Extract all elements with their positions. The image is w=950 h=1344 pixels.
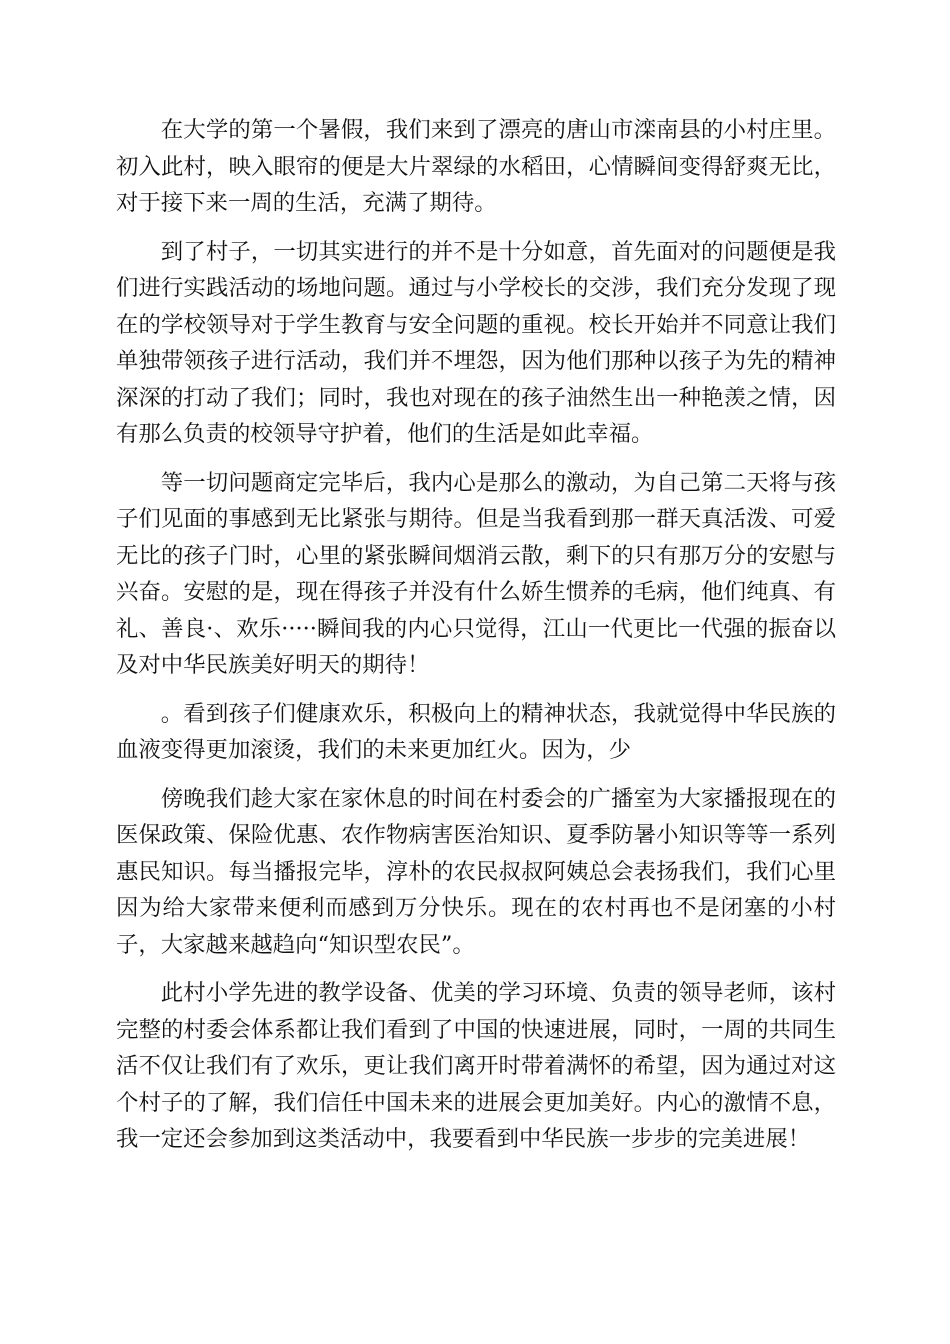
paragraph-6: 此村小学先进的教学设备、优美的学习环境、负责的领导老师，该村完整的村委会体系都让我们看到了中国的快速进展，同时，一周的共同生活不仅让我们有了欢乐，更让我们离开时带着满怀的希望，因为通过对这个村子的了解，我们信任中国未来的进展会更加美好。内心的激情不息，我一定还会参加到这类活动中，我要看到中华民族一步步的完美进展！ bbox=[116, 980, 836, 1152]
document-page bbox=[116, 112, 836, 1170]
paragraph-3: 等一切问题商定完毕后，我内心是那么的激动，为自己第二天将与孩子们见面的事感到无比紧张与期待。但是当我看到那一群天真活泼、可爱无比的孩子门时，心里的紧张瞬间烟消云散，剩下的只有那万分的安慰与兴奋。安慰的是，现在得孩子并没有什么娇生惯养的毛病，他们纯真、有礼、善良·、欢乐·····瞬间我的内心只觉得，江山一代更比一代强的振奋以及对中华民族美好明天的期待！ bbox=[116, 469, 836, 678]
paragraph-1: 在大学的第一个暑假，我们来到了漂亮的唐山市滦南县的小村庄里。初入此村，映入眼帘的便是大片翠绿的水稻田，心情瞬间变得舒爽无比，对于接下来一周的生活，充满了期待。 bbox=[116, 117, 836, 216]
paragraph-4: 。看到孩子们健康欢乐，积极向上的精神状态，我就觉得中华民族的血液变得更加滚烫，我们的未来更加红火。因为，少 bbox=[116, 700, 836, 763]
paragraph-5: 傍晚我们趁大家在家休息的时间在村委会的广播室为大家播报现在的医保政策、保险优惠、农作物病害医治知识、夏季防暑小知识等等一系列惠民知识。每当播报完毕，淳朴的农民叔叔阿姨总会表扬我们，我们心里因为给大家带来便利而感到万分快乐。现在的农村再也不是闭塞的小村子，大家越来越趋向“知识型农民”。 bbox=[116, 785, 836, 958]
paragraph-2: 到了村子，一切其实进行的并不是十分如意，首先面对的问题便是我们进行实践活动的场地问题。通过与小学校长的交涉，我们充分发现了现在的学校领导对于学生教育与安全问题的重视。校长开始并不同意让我们单独带领孩子进行活动，我们并不埋怨，因为他们那种以孩子为先的精神深深的打动了我们；同时，我也对现在的孩子油然生出一种艳羡之情，因有那么负责的校领导守护着，他们的生活是如此幸福。 bbox=[116, 238, 836, 447]
